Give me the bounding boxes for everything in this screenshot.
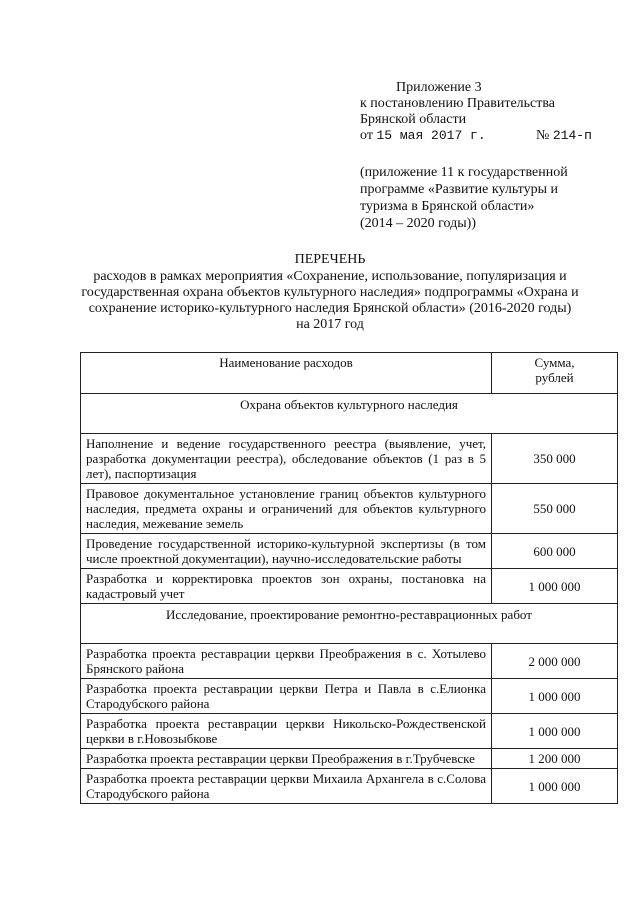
row-name: Разработка проекта реставрации церкви Преображения в с. Хотылево Брянского района: [81, 644, 492, 679]
note-line-2: программе «Развитие культуры и: [360, 182, 558, 197]
row-amount: 1 000 000: [492, 569, 618, 604]
appendix-line-2: Брянской области: [360, 112, 467, 127]
row-amount: 2 000 000: [492, 644, 618, 679]
row-amount: 600 000: [492, 534, 618, 569]
row-name: Наполнение и ведение государственного реестра (выявление, учет, разработка документации реестра), обследование объектов (1 раз в 5 лет), паспортизация: [81, 434, 492, 484]
table-body: [81, 394, 618, 804]
header-sum-line-1: Сумма,: [534, 355, 575, 370]
row-name: Разработка проекта реставрации церкви Преображения в г.Трубчевске: [81, 749, 492, 769]
order-line: [360, 128, 620, 146]
row-name: Разработка проекта реставрации церкви Никольско-Рождественской церкви в г.Новозыбкове: [81, 714, 492, 749]
order-date-prefix: от: [360, 128, 373, 143]
note-line-4: (2014 – 2020 годы)): [360, 216, 477, 231]
note-line-3: туризма в Брянской области»: [360, 199, 535, 214]
table-row: [81, 484, 618, 534]
row-name: Правовое документальное установление границ объектов культурного наследия, предмета охраны и ограничений для объектов культурного наследия, межевание земель: [81, 484, 492, 534]
row-name: Проведение государственной историко-культурной экспертизы (в том числе проектной документации), научно-исследовательские работы: [81, 534, 492, 569]
appendix-line-1: к постановлению Правительства: [360, 96, 556, 111]
row-amount: 550 000: [492, 484, 618, 534]
section-title: Охрана объектов культурного наследия: [81, 394, 618, 434]
header-sum: [492, 353, 618, 394]
heading-line-2: государственная охрана объектов культурного наследия» подпрограммы «Охрана и: [81, 285, 579, 300]
appendix-block: [360, 80, 620, 146]
appendix-title: Приложение 3: [396, 80, 482, 95]
row-name: Разработка и корректировка проектов зон охраны, постановка на кадастровый учет: [81, 569, 492, 604]
heading-line-4: на 2017 год: [296, 317, 364, 332]
order-number-value: 214-п: [552, 128, 592, 143]
row-amount: 1 000 000: [492, 769, 618, 804]
table-row: [81, 769, 618, 804]
table-header-row: [81, 353, 618, 394]
table-row: [81, 714, 618, 749]
heading-line-1: расходов в рамках мероприятия «Сохранение, использование, популяризация и: [93, 269, 567, 284]
program-note: [360, 164, 610, 232]
note-line-1: (приложение 11 к государственной: [360, 165, 568, 180]
order-number: [536, 128, 592, 144]
expenses-table: [80, 352, 618, 804]
table-row: [81, 534, 618, 569]
table-row: [81, 569, 618, 604]
header-sum-line-2: рублей: [535, 370, 574, 385]
row-amount: 1 200 000: [492, 749, 618, 769]
row-amount: 1 000 000: [492, 679, 618, 714]
document-heading: [40, 252, 620, 333]
order-number-label: №: [536, 128, 550, 143]
order-date: [360, 128, 486, 144]
heading-line-3: сохранение историко-культурного наследия Брянской области» (2016-2020 годы): [88, 301, 572, 316]
row-amount: 1 000 000: [492, 714, 618, 749]
table-row: [81, 644, 618, 679]
row-amount: 350 000: [492, 434, 618, 484]
section-title: Исследование, проектирование ремонтно-реставрационных работ: [81, 604, 618, 644]
row-name: Разработка проекта реставрации церкви Петра и Павла в с.Елионка Стародубского района: [81, 679, 492, 714]
section-row: [81, 604, 618, 644]
header-name: Наименование расходов: [81, 353, 492, 394]
document-title: ПЕРЕЧЕНЬ: [294, 252, 366, 267]
table-row: [81, 749, 618, 769]
row-name: Разработка проекта реставрации церкви Михаила Архангела в с.Солова Стародубского района: [81, 769, 492, 804]
section-row: [81, 394, 618, 434]
table-row: [81, 679, 618, 714]
table-row: [81, 434, 618, 484]
order-date-value: 15 мая 2017 г.: [376, 128, 486, 143]
